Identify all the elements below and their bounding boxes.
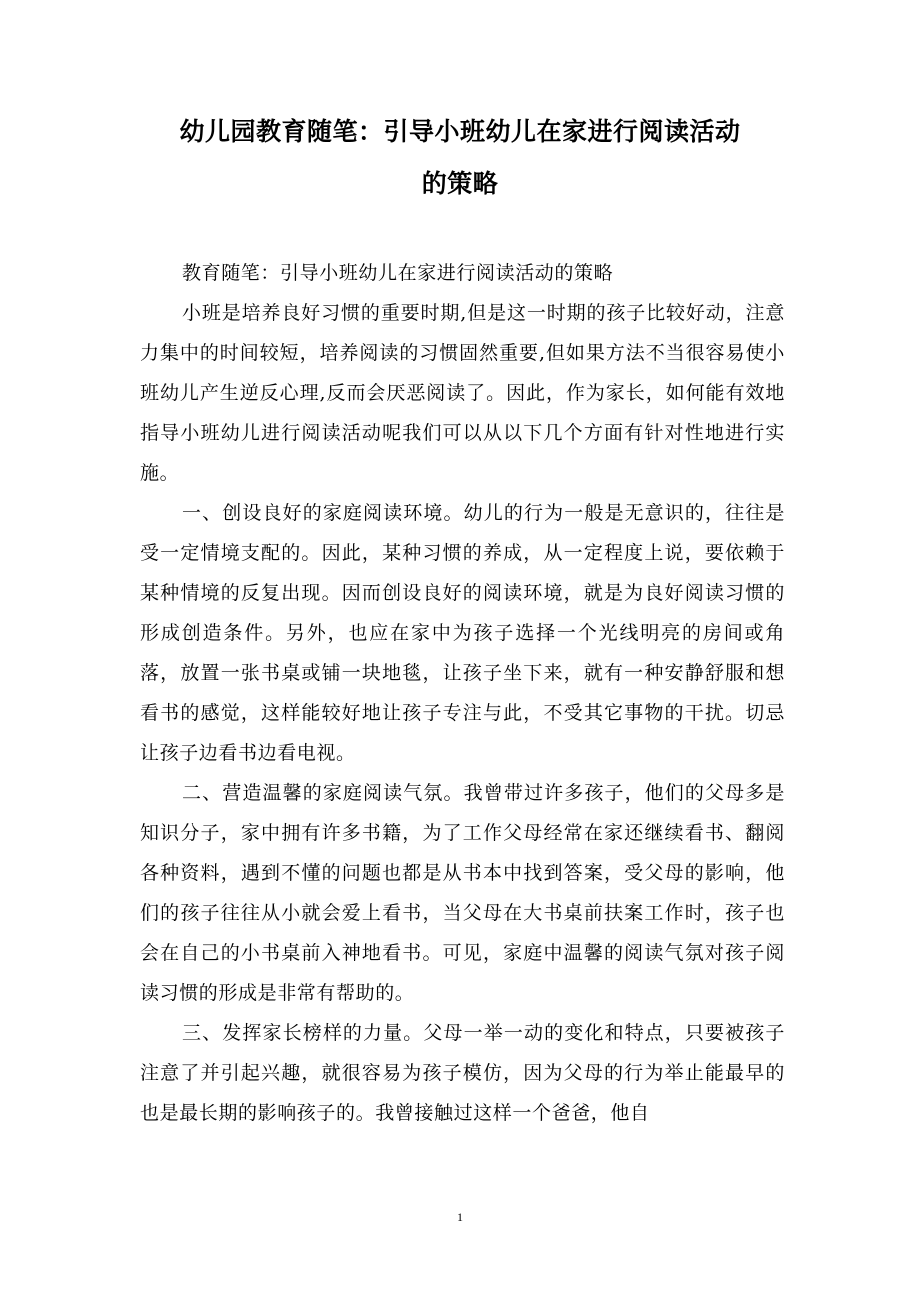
section-two-paragraph: 二、营造温馨的家庭阅读气氛。我曾带过许多孩子，他们的父母多是知识分子，家中拥有许多书籍，为了工作父母经常在家还继续看书、翻阅各种资料，遇到不懂的问题也都是从书本中找到答案，受父母的影响，他们的孩子往往从小就会爱上看书，当父母在大书桌前扶案工作时，孩子也会在自己的小书桌前入神地看书。可见，家庭中温馨的阅读气氛对孩子阅读习惯的形成是非常有帮助的。 xyxy=(140,782,785,1004)
intro-paragraph: 小班是培养良好习惯的重要时期,但是这一时期的孩子比较好动，注意力集中的时间较短，培养阅读的习惯固然重要,但如果方法不当很容易使小班幼儿产生逆反心理,反而会厌恶阅读了。因此，作为家长，如何能有效地指导小班幼儿进行阅读活动呢我们可以从以下几个方面有针对性地进行实施。 xyxy=(140,302,785,484)
section-one-paragraph: 一、创设良好的家庭阅读环境。幼儿的行为一般是无意识的，往往是受一定情境支配的。因此，某种习惯的养成，从一定程度上说，要依赖于某种情境的反复出现。因而创设良好的阅读环境，就是为良好阅读习惯的形成创造条件。另外，也应在家中为孩子选择一个光线明亮的房间或角落，放置一张书桌或铺一块地毯，让孩子坐下来，就有一种安静舒服和想看书的感觉，这样能较好地让孩子专注与此，不受其它事物的干扰。切忌让孩子边看书边看电视。 xyxy=(140,502,785,764)
document-body xyxy=(140,253,785,1133)
section-three-paragraph: 三、发挥家长榜样的力量。父母一举一动的变化和特点，只要被孩子注意了并引起兴趣，就很容易为孩子模仿，因为父母的行为举止能最早的也是最长期的影响孩子的。我曾接触过这样一个爸爸，他自 xyxy=(140,1022,785,1124)
title-line-2: 的策略 xyxy=(421,169,499,198)
subtitle-paragraph: 教育随笔：引导小班幼儿在家进行阅读活动的策略 xyxy=(182,262,614,284)
title-line-1: 幼儿园教育随笔：引导小班幼儿在家进行阅读活动 xyxy=(179,117,741,146)
page-number: 1 xyxy=(457,1210,463,1224)
document-title xyxy=(140,106,780,210)
